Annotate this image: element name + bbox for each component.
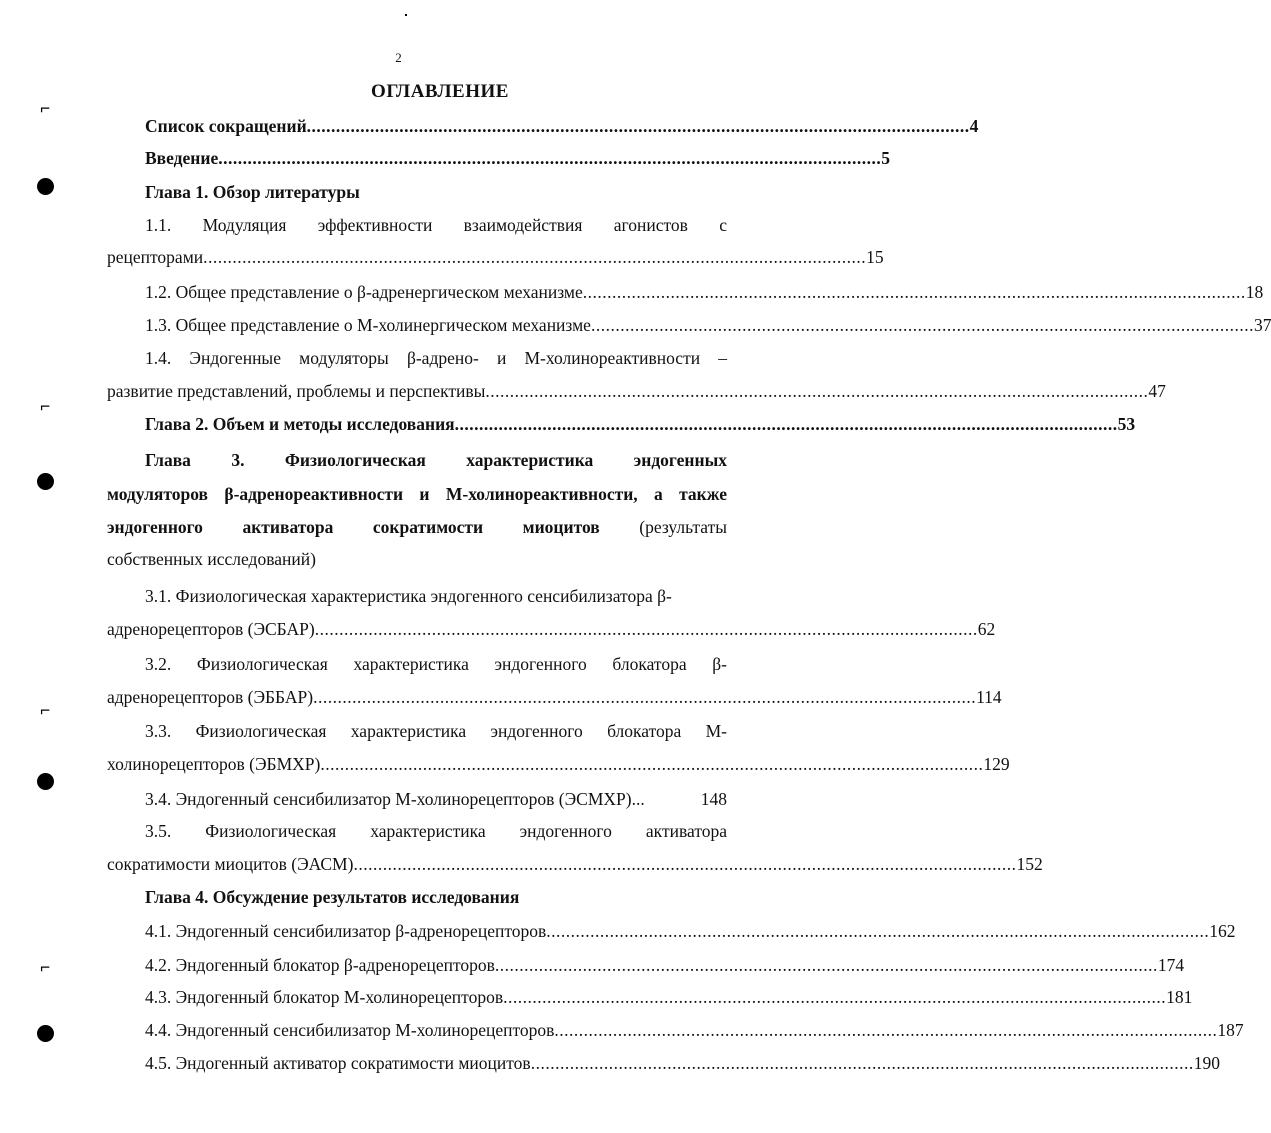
toc-entry-label: рецепторами [107, 247, 204, 267]
toc-entry-page: 18 [1245, 282, 1264, 302]
leader-dots: ........................................................................................................................................ [320, 754, 984, 774]
toc-entry-page: 62 [977, 619, 996, 639]
chapter3-line1: Глава 3. Физиологическая характеристика эндогенных [145, 450, 727, 470]
toc-entry-label: развитие представлений, проблемы и перспективы [107, 381, 486, 401]
toc-entry-label: Список сокращений [145, 116, 307, 136]
leader-dots: ........................................................................................................................................ [503, 987, 1167, 1007]
chapter3-line3 [107, 516, 727, 538]
leader-dots: ........................................................................................................................................ [494, 955, 1158, 975]
leader-dots: ........................................................................................................................................ [353, 854, 1017, 874]
toc-entry-label: Глава 2. Объем и методы исследования [145, 414, 455, 434]
toc-entry[interactable] [107, 380, 1166, 402]
toc-entry[interactable] [145, 788, 727, 810]
toc-entry-label: 1.2. Общее представление о β-адренергическом механизме [145, 282, 583, 302]
chapter3-line3-rest: (результаты [639, 517, 728, 537]
toc-entry-label: 4.1. Эндогенный сенсибилизатор β-адренорецепторов [145, 921, 547, 941]
toc-entry-label: 1.3. Общее представление о М-холинергическом механизме [145, 315, 591, 335]
leader-dots: ........................................................................................................................................ [546, 921, 1210, 941]
scan-mark: ⌐ [40, 98, 51, 118]
toc-entry[interactable] [107, 618, 996, 640]
toc-entry[interactable] [145, 986, 1193, 1008]
toc-entry[interactable] [107, 686, 1002, 708]
scan-mark: ⌐ [40, 700, 51, 720]
toc-entry[interactable] [145, 115, 979, 137]
scan-mark: ⌐ [40, 957, 51, 977]
toc-entry[interactable] [145, 1019, 1244, 1041]
toc-entry-page: 15 [866, 247, 884, 267]
toc-entry-page: 187 [1217, 1020, 1244, 1040]
leader-dots: ........................................................................................................................................ [582, 282, 1246, 302]
leader-dots: ........................................................................................................................................ [485, 381, 1149, 401]
toc-entry-label: адренорецепторов (ЭСБАР) [107, 619, 315, 639]
punch-hole [37, 178, 54, 195]
punch-hole [37, 773, 54, 790]
toc-entry[interactable] [145, 954, 1185, 976]
leader-dots: ........................................................................................................................................ [530, 1053, 1194, 1073]
toc-entry-page: 53 [1117, 414, 1136, 434]
toc-entry-page: 4 [969, 116, 979, 136]
leader-dots: ........................................................................................................................................ [218, 148, 882, 168]
toc-entry-page: 5 [881, 148, 890, 168]
toc-entry-page: 129 [983, 754, 1010, 774]
toc-entry-label: 3.4. Эндогенный сенсибилизатор М-холинорецепторов (ЭСМХР)... [145, 789, 645, 809]
chapter3-line4: собственных исследований) [107, 549, 316, 569]
leader-dots: ........................................................................................................................................ [313, 687, 977, 707]
leader-dots: ........................................................................................................................................ [554, 1020, 1218, 1040]
toc-entry-label: Введение [145, 148, 219, 168]
toc-entry-line1: 1.4. Эндогенные модуляторы β-адрено- и М-холинореактивности – [145, 348, 727, 368]
toc-entry-page: 190 [1193, 1053, 1220, 1073]
toc-entry[interactable] [107, 246, 884, 268]
toc-entry-page: 47 [1148, 381, 1166, 401]
toc-entry-label: холинорецепторов (ЭБМХР) [107, 754, 321, 774]
toc-entry-label: сократимости миоцитов (ЭАСМ) [107, 854, 354, 874]
page-title: ОГЛАВЛЕНИЕ [371, 81, 509, 102]
toc-entry-label: 4.5. Эндогенный активатор сократимости миоцитов [145, 1053, 531, 1073]
toc-entry[interactable] [145, 147, 890, 169]
chapter3-line2: модуляторов β-адренореактивности и М-холинореактивности, а также [107, 484, 727, 504]
chapter3-line3-bold: эндогенного активатора сократимости миоцитов [107, 517, 600, 537]
scan-speck [405, 14, 407, 16]
toc-entry[interactable] [145, 314, 1271, 336]
toc-entry[interactable] [145, 920, 1236, 942]
toc-entry-page: 174 [1157, 955, 1185, 975]
toc-entry-line1: 3.2. Физиологическая характеристика эндогенного блокатора β- [145, 654, 727, 674]
leader-dots: ........................................................................................................................................ [306, 116, 970, 136]
leader-dots: ........................................................................................................................................ [203, 247, 867, 267]
page-number: 2 [395, 50, 402, 65]
toc-entry-label: 4.3. Эндогенный блокатор М-холинорецепторов [145, 987, 504, 1007]
punch-hole [37, 473, 54, 490]
leader-dots: ........................................................................................................................................ [454, 414, 1118, 434]
toc-entry-page: 114 [976, 687, 1002, 707]
toc-entry-page: 162 [1209, 921, 1236, 941]
toc-entry-page: 37 [1253, 315, 1271, 335]
punch-hole [37, 1025, 54, 1042]
toc-chapter-heading[interactable]: Глава 1. Обзор литературы [145, 182, 360, 202]
toc-entry-label: 4.4. Эндогенный сенсибилизатор М-холинорецепторов [145, 1020, 555, 1040]
toc-entry[interactable] [107, 753, 1010, 775]
leader-dots: ........................................................................................................................................ [590, 315, 1254, 335]
toc-entry[interactable] [145, 1052, 1220, 1074]
toc-entry-line1: 3.1. Физиологическая характеристика эндогенного сенсибилизатора β- [145, 586, 672, 606]
toc-entry-page: 148 [700, 789, 727, 809]
toc-entry[interactable] [145, 281, 1264, 303]
toc-entry-label: адренорецепторов (ЭББАР) [107, 687, 314, 707]
toc-entry-line1: 3.5. Физиологическая характеристика эндогенного активатора [145, 821, 727, 841]
toc-entry[interactable] [107, 853, 1043, 875]
toc-entry[interactable] [145, 413, 1136, 435]
toc-entry-page: 152 [1016, 854, 1043, 874]
scan-mark: ⌐ [40, 396, 51, 416]
leader-dots: ........................................................................................................................................ [314, 619, 978, 639]
toc-entry-line1: 3.3. Физиологическая характеристика эндогенного блокатора М- [145, 721, 727, 741]
toc-entry-page: 181 [1166, 987, 1193, 1007]
toc-chapter-heading[interactable]: Глава 4. Обсуждение результатов исследования [145, 887, 520, 907]
toc-entry-line1: 1.1. Модуляция эффективности взаимодействия агонистов с [145, 215, 727, 235]
toc-entry-label: 4.2. Эндогенный блокатор β-адренорецепторов [145, 955, 495, 975]
